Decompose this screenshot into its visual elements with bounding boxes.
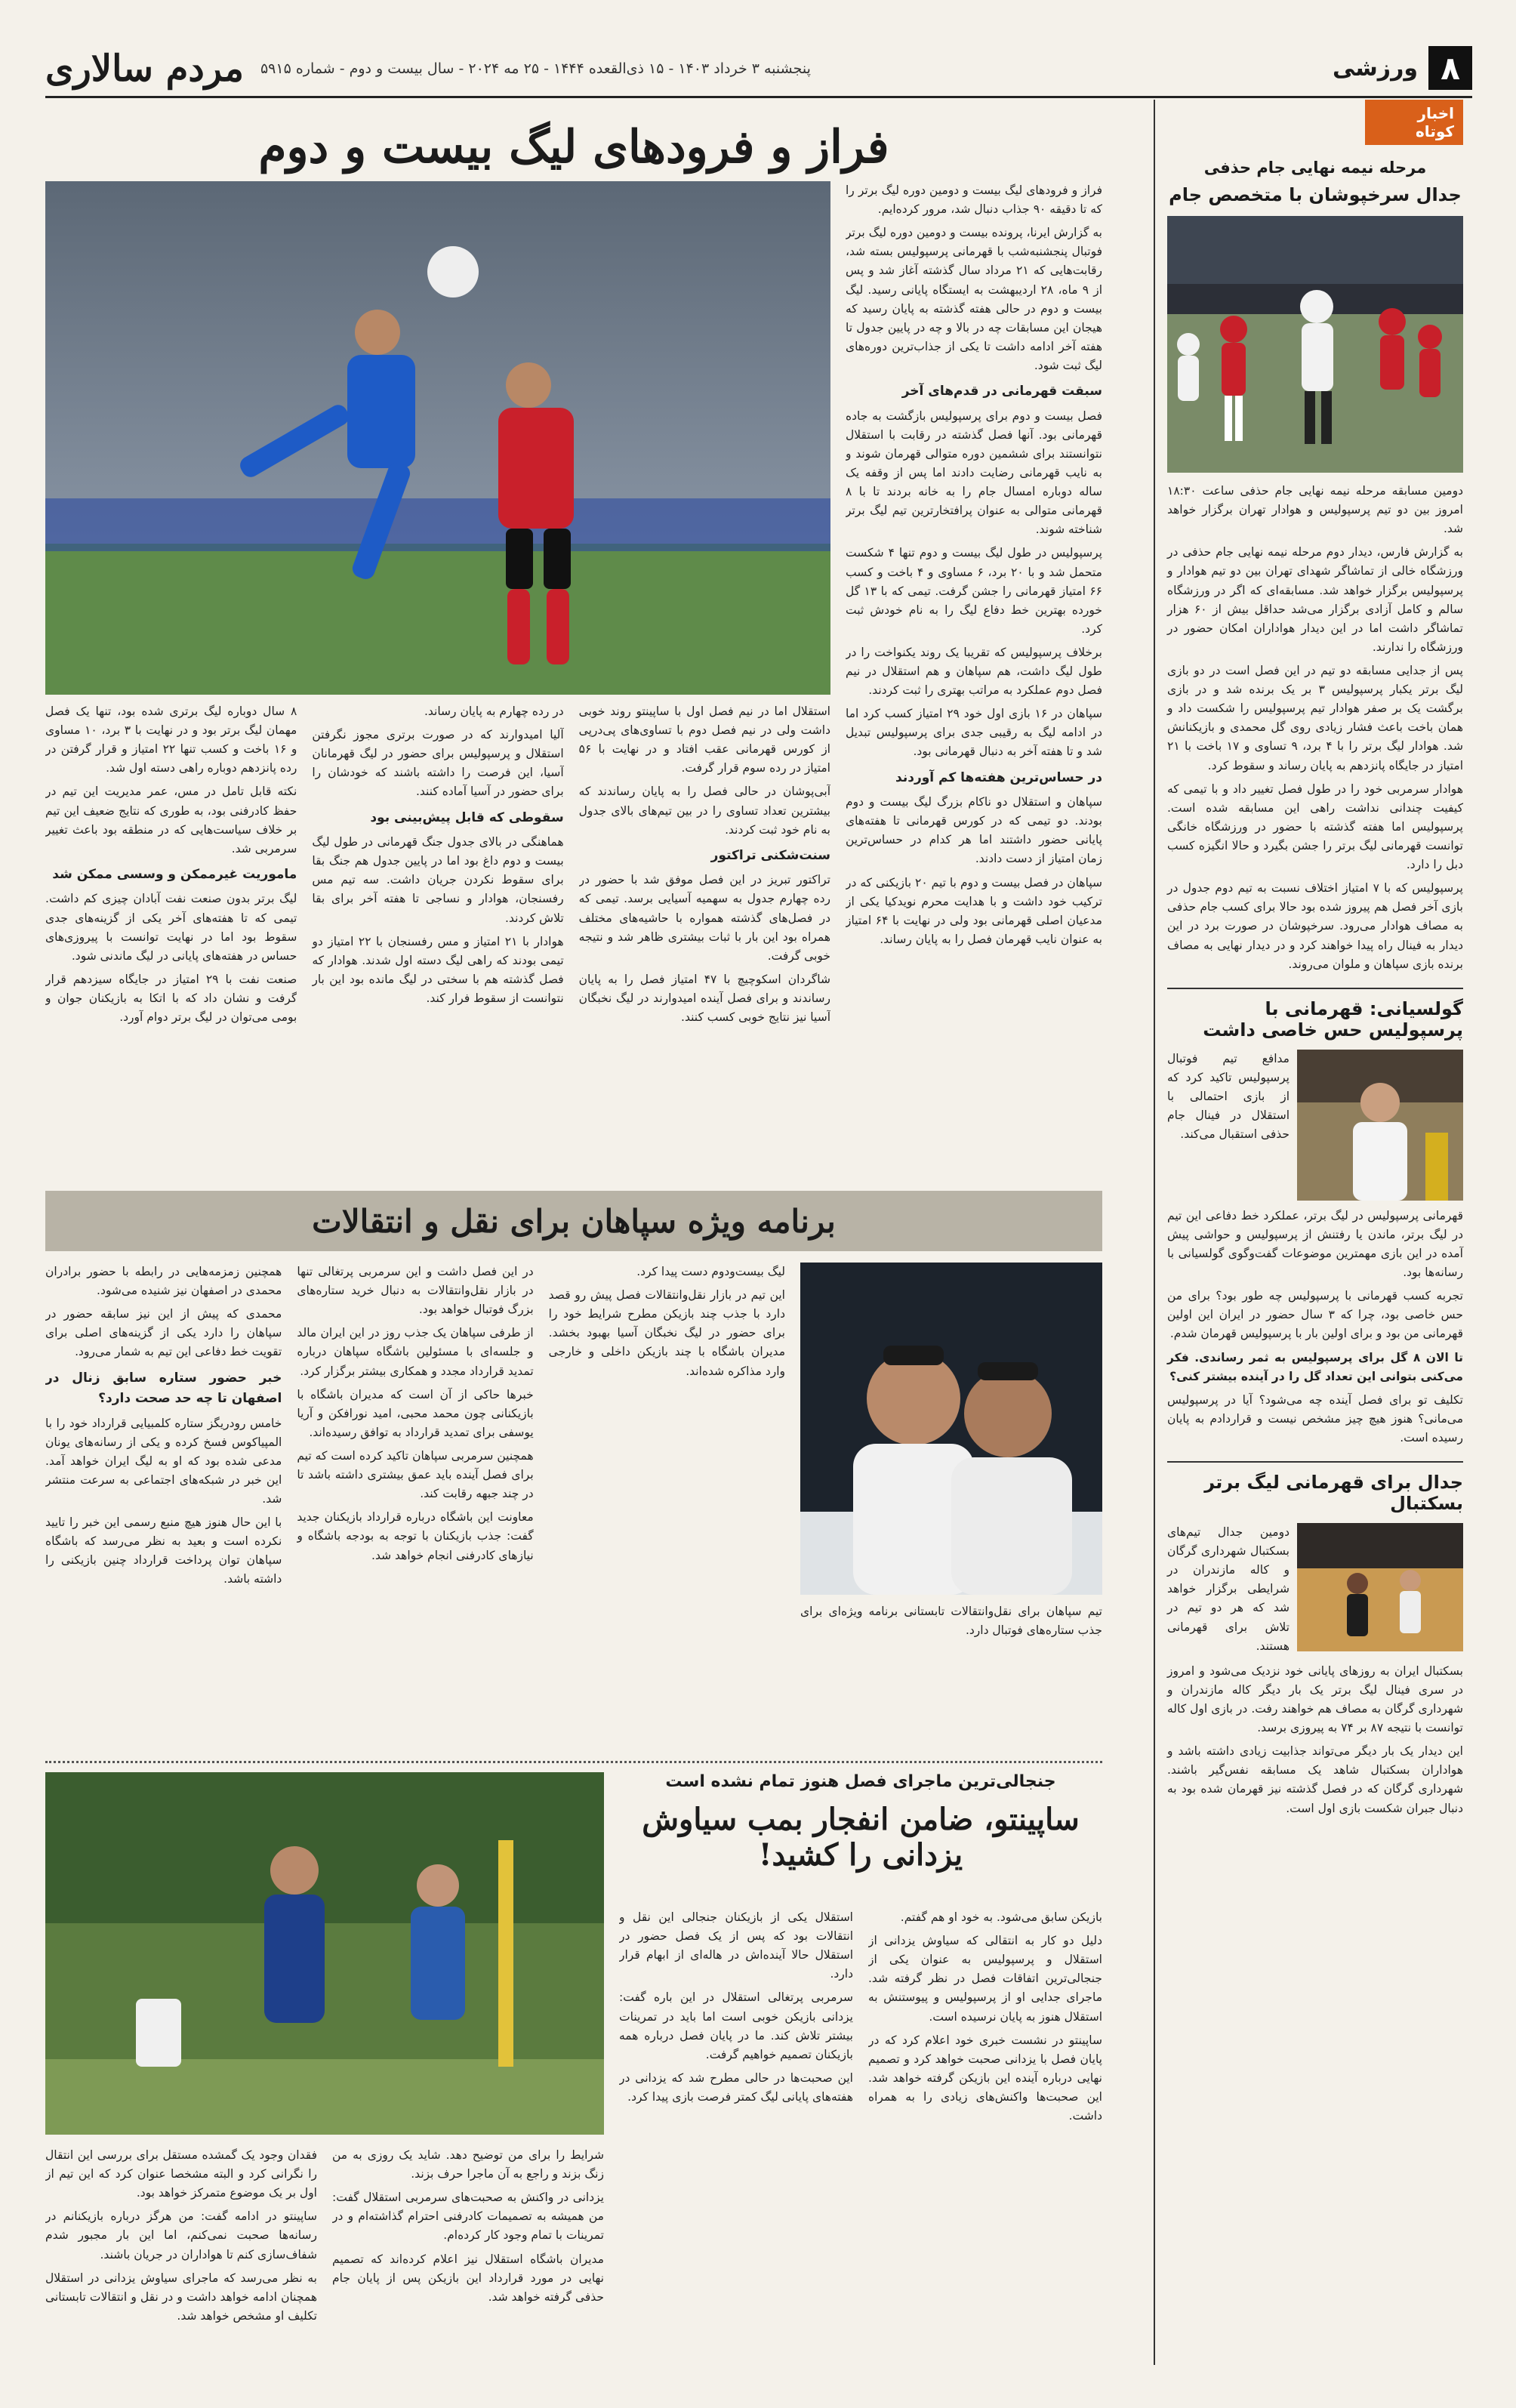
sidebar xyxy=(1154,100,1471,2365)
story-body xyxy=(1167,1662,1463,1818)
basketball-photo xyxy=(1297,1523,1463,1651)
article-column xyxy=(45,2146,317,2369)
paragraph: نکته قابل تامل در مس، عمر مدیریت این تیم در حفظ کادرفنی بود، به طوری که نتایج ضعیف این تیم بر خلاف سیاست‌هایی که در منطقه بود باعث تغییر سرمربی شد. xyxy=(45,785,297,856)
subhead: در حساس‌ترین هفته‌ها کم آوردند xyxy=(895,769,1102,785)
story-2-headline: برنامه ویژه سپاهان برای نقل و انتقالات xyxy=(312,1202,836,1240)
article-column xyxy=(332,2146,604,2369)
paragraph: هماهنگی در بالای جدول جنگ قهرمانی در طول لیگ بیست و دوم داغ بود اما در پایین جدول هم جنگ بقا برای سقوط نکردن جریان داشت. سه تیم مس رفسنجان، هوادار و نساجی تا هفته آخر برای بقا تلاش کردند. xyxy=(312,835,564,925)
paragraph: شرایط را برای من توضیح دهد. شاید یک روزی به من زنگ بزند و راجع به آن ماجرا حرف بزند. xyxy=(332,2148,604,2181)
paragraph: در این فصل داشت و این سرمربی پرتغالی تنها در بازار نقل‌وانتقالات به دنبال خرید ستاره‌های بزرگ فوتبال خواهد بود. xyxy=(297,1265,534,1317)
article-column xyxy=(297,1263,533,1746)
photo-caption: تیم سپاهان برای نقل‌وانتقالات تابستانی برنامه ویژه‌ای برای جذب ستاره‌های فوتبال دارد. xyxy=(800,1605,1102,1638)
paragraph: ۸ سال دوباره لیگ برتری شده بود، تنها یک فصل مهمان لیگ برتر بود و در نهایت با ۳ برد، ۱۰ مساوی و ۱۶ باخت و کسب تنها ۲۲ امتیاز و قرار گرفتن در رده پانزدهم دوباره راهی دسته اول شد. xyxy=(45,705,297,775)
paragraph: از طرفی سپاهان یک جذب روز در این ایران مالد و جلسه‌ای با مسئولین باشگاه سپاهان درباره تمدید قرارداد مجدد و همکاری بیشتر برگزار کرد. xyxy=(297,1326,534,1378)
paragraph: به گزارش فارس، دیدار دوم مرحله نیمه نهایی جام حذفی در ورزشگاه خالی از تماشاگر شهدای تهران بین دو تیم هوادار و پرسپولیس برگزار خواهد شد. مسابقه‌ای که اگر در ورزشگاه سالم و کامل آزادی برگزار می‌شد حداقل بیش از ۶۰ هزار تماشاگر داشت اما در این دیدار هواداران امکان حضور در ورزشگاه را ندارند. xyxy=(1167,545,1463,654)
subhead: خبر حضور ستاره سابق زنال در اصفهان تا چه حد صحت دارد؟ xyxy=(45,1370,282,1407)
article-columns xyxy=(619,1908,1102,2369)
subhead: سنت‌شکنی تراکتور xyxy=(710,847,830,863)
masthead-block xyxy=(45,48,811,96)
story-title: جدال سرخپوشان با متخصص جام xyxy=(1169,184,1462,205)
paragraph: آبی‌پوشان در حالی فصل را به پایان رساندند که بیشترین تعداد تساوی را در بین تیم‌های بالای جدول به نام خود ثبت کردند. xyxy=(578,785,830,837)
paragraph: استقلال اما در نیم فصل اول با ساپینتو روند خوبی داشت ولی در نیم فصل دوم با تساوی‌های پی‌درپی از کورس قهرمانی عقب افتاد و در نهایت با ۵۶ امتیاز در رده سوم قرار گرفت. xyxy=(578,705,830,775)
paragraph: تجربه کسب قهرمانی با پرسپولیس چه طور بود؟ برای من حس خاصی بود، چرا که ۳ سال حضور در ایران این اولین قهرمانی من بود و برای اولین بار با پرسپولیس قهرمان شدم. xyxy=(1167,1289,1463,1341)
paragraph: به گزارش ایرنا، پرونده بیست و دومین دوره لیگ برتر فوتبال پنجشنبه‌شب با قهرمانی پرسپولیس بسته شد، رقابت‌هایی که ۲۱ مرداد سال گذشته آغاز شد و پس از ۹ ماه، ۲۸ اردیبهشت به ایستگاه پایانی رسید. لیگ بیست و دوم در حالی هفته گذشته به پایان رسید که هیجان این مسابقات چه در بالا و چه در پایین جدول تا هفته آخر ادامه داشت تا یکی از جذاب‌ترین دوره‌های لیگ ثبت شود. xyxy=(846,226,1102,372)
paragraph: بسکتبال ایران به روزهای پایانی خود نزدیک می‌شود و امروز در سری فینال لیگ برتر یک بار دیگر کاله مازندران و شهرداری گرگان به مصاف هم خواهند رفت. در بازی اول کاله توانست با نتیجه ۸۷ بر ۷۴ به پیروزی برسد. xyxy=(1167,1663,1463,1735)
paragraph: معاونت این باشگاه درباره قرارداد بازیکنان جدید گفت: جذب بازیکنان با توجه به بودجه باشگاه و نیازهای کادرفنی انجام خواهد شد. xyxy=(297,1510,534,1562)
players-photo-illustration xyxy=(800,1263,1102,1595)
story-lead-row xyxy=(1167,1523,1463,1656)
section-header xyxy=(1333,46,1472,96)
paragraph: به نظر می‌رسد که ماجرای سیاوش یزدانی در استقلال همچنان ادامه خواهد داشت و در نقل و انتقالات تابستانی تکلیف او مشخص خواهد شد. xyxy=(45,2271,317,2323)
paragraph: خامس رودریگز ستاره کلمبیایی قرارداد خود را با المپیاکوس فسخ کرده و یکی از رسانه‌های یونان مدعی شده بود که او به لیگ ایران خواهد آمد. این خبر در شبکه‌های اجتماعی به سرعت منتشر شد. xyxy=(45,1416,282,1506)
story-2 xyxy=(45,1263,1102,1746)
paragraph: در رده چهارم به پایان رساند. xyxy=(424,705,564,718)
story-3 xyxy=(45,1772,1102,2369)
paragraph: هوادار با ۲۱ امتیاز و مس رفسنجان با ۲۲ امتیاز دو تیمی بودند که راهی لیگ دسته اول شدند. هوادار که فصل گذشته هم با سختی در لیگ مانده بود این بار نتوانست از سقوط فرار کند. xyxy=(312,934,564,1005)
news-brief-tag: اخبار کوتاه xyxy=(1365,100,1463,145)
paragraph: پرسپولیس که با ۷ امتیاز اختلاف نسبت به تیم دوم جدول در بازی آخر فصل هم پیروز شده بود حالا برای کسب جام حذفی به مصاف هوادار می‌رود. سرخپوشان در صورت برد در این دیدار به فینال راه پیدا خواهند کرد و در دیدار نهایی به مصاف برنده بازی سپاهان و ملوان می‌روند. xyxy=(1167,881,1463,971)
paragraph: محمدی که پیش از این نیز سابقه حضور در سپاهان را دارد یکی از گزینه‌های اصلی برای تقویت خط دفاعی این تیم به شمار می‌رود. xyxy=(45,1307,282,1359)
paragraph: یزدانی در واکنش به صحبت‌های سرمربی استقلال گفت: من همیشه به تصمیمات کادرفنی احترام گذاشته‌ام و در تمرینات با تمام وجود کار کرده‌ام. xyxy=(332,2191,604,2243)
player-photo xyxy=(1297,1050,1463,1201)
article-column xyxy=(312,702,563,1186)
paragraph: این تیم در بازار نقل‌وانتقالات فصل پیش رو قصد دارد با جذب چند بازیکن مطرح شرایط خود را برای حضور در لیگ نخبگان آسیا بهبود بخشد. مدیران باشگاه با چند بازیکن داخلی و خارجی وارد مذاکره شده‌اند. xyxy=(548,1288,785,1378)
subhead: سقوطی که قابل پیش‌بینی بود xyxy=(370,809,564,825)
story-title: جدال برای قهرمانی لیگ برتر بسکتبال xyxy=(1167,1461,1463,1514)
derby-photo xyxy=(45,181,830,695)
story-lead: مدافع تیم فوتبال پرسپولیس تاکید کرد که از بازی احتمالی با استقلال در فینال جام حذفی استقبال می‌کند. xyxy=(1167,1051,1290,1142)
story-body xyxy=(1167,1207,1463,1448)
paragraph: لیگ بیست‌ودوم دست پیدا کرد. xyxy=(636,1265,785,1278)
paragraph: همچنین زمزمه‌هایی در رابطه با حضور برادران محمدی در اصفهان نیز شنیده می‌شود. xyxy=(45,1265,282,1298)
article-column xyxy=(45,702,297,1186)
story-3-heading xyxy=(619,1772,1102,1873)
story-lead: دومین جدال تیم‌های بسکتبال شهرداری گرگان و کاله مازندران در شرایطی برگزار خواهد شد که هر دو تیم در تلاش برای قهرمانی هستند. xyxy=(1167,1525,1290,1653)
paragraph: ساپینتو در نشست خبری خود اعلام کرد که در پایان فصل با یزدانی صحبت خواهد کرد و تصمیم نهایی درباره آینده این بازیکن گرفته خواهد شد. این صحبت‌ها واکنش‌های زیادی را به همراه داشت. xyxy=(868,2033,1102,2123)
paragraph: فقدان وجود یک گمشده مستقل برای بررسی این انتقال را نگرانی کرد و البته مشخصا عنوان کرد که این تیم از اول بر یک موضوع متمرکز خواهد بود. xyxy=(45,2148,317,2200)
paragraph: مدیران باشگاه استقلال نیز اعلام کرده‌اند که تصمیم نهایی در مورد قرارداد این بازیکن پس از پایان جام حذفی گرفته خواهد شد. xyxy=(332,2252,604,2304)
story-3-headline: ساپینتو، ضامن انفجار بمب سیاوش یزدانی را کشید! xyxy=(642,1802,1080,1873)
subhead: ماموریت غیرممکن و وسسی ممکن شد xyxy=(52,866,297,882)
article-column xyxy=(619,1908,853,2369)
coach-photo-illustration xyxy=(45,1772,604,2135)
paragraph: تراکتور تبریز در این فصل موفق شد با حضور در رده چهارم جدول به سهمیه آسیایی برسد. تیمی که در فصل‌های گذشته همواره با حاشیه‌های مختلف همراه بود این بار با ثبات بیشتری ظاهر شد و نتیجه خوبی گرفت. xyxy=(578,873,830,963)
article-columns xyxy=(45,702,830,1186)
paragraph: بازیکن سابق می‌شود. به خود او هم گفتم. xyxy=(900,1910,1102,1924)
article-columns xyxy=(45,2146,604,2369)
football-match-photo xyxy=(1167,216,1463,473)
article-column xyxy=(45,1263,282,1746)
paragraph: هوادار سرمربی خود را در طول فصل تغییر داد و با تیمی که کیفیت چندانی نداشت راهی این مسابقه شده است. پرسپولیس اما هفته گذشته با حضور در ورزشگاه خانگی توانست قهرمانی لیگ برتر را جشن بگیرد و حالا انگیزه کسب دبل را دارد. xyxy=(1167,782,1463,872)
player-photo-illustration xyxy=(1297,1050,1463,1201)
question: تا الان ۸ گل برای پرسپولیس به ثمر رساندی. فکر می‌کنی بتوانی این تعداد گل را در آینده بیشتر کنی؟ xyxy=(1167,1350,1463,1383)
subhead: سبقت قهرمانی در قدم‌های آخر xyxy=(901,384,1102,399)
page-header xyxy=(45,38,1472,98)
story-3-kicker: جنجالی‌ترین ماجرای فصل هنوز تمام نشده است xyxy=(665,1772,1056,1791)
main-headline: فراز و فرودهای لیگ بیست و دوم xyxy=(258,121,889,174)
story-1 xyxy=(45,181,1102,1186)
paragraph: سپاهان و استقلال دو ناکام بزرگ لیگ بیست و دوم بودند. دو تیمی که در کورس قهرمانی تا هفته‌های پایانی حضور داشتند اما هر کدام در حساس‌ترین زمان امتیاز از دست دادند. xyxy=(846,795,1102,866)
paragraph: لیگ برتر بدون صنعت نفت آبادان چیزی کم داشت. تیمی که تا هفته‌های آخر یکی از گزینه‌های جدی سقوط بود اما در نهایت توانست با پیروزی‌های حساس در هفته‌های پایانی در لیگ ماندنی شود. xyxy=(45,892,297,963)
paragraph: این صحبت‌ها در حالی مطرح شد که یزدانی در هفته‌های پایانی لیگ کمتر فرصت بازی پیدا کرد. xyxy=(619,2070,853,2104)
story-kicker: مرحله نیمه نهایی جام حذفی xyxy=(1203,159,1427,177)
paragraph: خبرها حاکی از آن است که مدیران باشگاه با بازیکنانی چون محمد محبی، امید نورافکن و آریا یوسفی برای تمدید قرارداد به توافق رسیده‌اند. xyxy=(297,1387,534,1439)
paragraph: فراز و فرودهای لیگ بیست و دومین دوره لیگ برتر را که تا دقیقه ۹۰ جذاب دنبال شد، مرور کرده‌ایم. xyxy=(846,183,1102,217)
issue-line: پنجشنبه ۳ خرداد ۱۴۰۳ - ۱۵ ذی‌القعده ۱۴۴۴ - ۲۵ مه ۲۰۲۴ - سال بیست و دوم - شماره ۵۹۱۵ xyxy=(260,60,811,77)
derby-photo-illustration xyxy=(45,181,830,695)
photo-block xyxy=(800,1263,1102,1746)
paragraph: قهرمانی پرسپولیس در لیگ برتر، عملکرد خط دفاعی این تیم در لیگ برتر، ماندن یا رفتنش از پرسپولیس و حواشی پیش آمده در این بازی مهمترین موضوعات گفت‌وگوی گولسیانی با رسانه‌ها بود. xyxy=(1167,1208,1463,1280)
players-photo xyxy=(800,1263,1102,1595)
section-name: ورزشی xyxy=(1332,54,1418,82)
coach-training-photo xyxy=(45,1772,604,2135)
article-column xyxy=(846,181,1102,1186)
article-column xyxy=(868,1908,1102,2369)
article-columns xyxy=(45,1263,785,1746)
paragraph: تکلیف تو برای فصل آینده چه می‌شود؟ آیا در پرسپولیس می‌مانی؟ هنوز هیچ چیز مشخص نیست و قراردادم به پایان رسیده است. xyxy=(1167,1392,1463,1444)
paragraph: شاگردان اسکوچیچ با ۴۷ امتیاز فصل را به پایان رساندند و برای فصل آینده امیدوارند در لیگ نخبگان آسیا نیز نتایج خوبی کسب کنند. xyxy=(578,972,830,1025)
paragraph: آلیا امیدوارند که در صورت برتری مجوز نگرفتن استقلال و پرسپولیس برای حضور در لیگ قهرمانان آسیا، این فرصت را داشته باشند که خودشان را برای حضور در آسیا آماده کنند. xyxy=(312,728,564,799)
paragraph: همچنین سرمربی سپاهان تاکید کرده است که تیم برای فصل آینده باید عمق بیشتری داشته باشد تا در چند جبهه رقابت کند. xyxy=(297,1448,534,1501)
paragraph: فصل بیست و دوم برای پرسپولیس بازگشت به جاده قهرمانی بود. آنها فصل گذشته در رقابت با استقلال نتوانستند برای ششمین دوره متوالی قهرمان شوند و به نایب قهرمانی رضایت دادند اما پس از وقفه یک ساله دوباره امسال جام را به خانه بردند تا با ۸ قهرمانی متوالی به عنوان پرافتخارترین تیم لیگ برتر شناخته شوند. xyxy=(846,409,1102,537)
paragraph: سرمربی پرتغالی استقلال در این باره گفت: یزدانی بازیکن خوبی است اما باید در تمرینات بیشتر تلاش کند. ما در پایان فصل درباره همه بازیکنان تصمیم خواهیم گرفت. xyxy=(619,1990,853,2061)
paragraph: صنعت نفت با ۲۹ امتیاز در جایگاه سیزدهم قرار گرفت و نشان داد که با اتکا به بازیکنان جوان و بومی می‌توان در لیگ برتر دوام آورد. xyxy=(45,972,297,1025)
paragraph: سپاهان در فصل بیست و دوم با تیم ۲۰ بازیکنی که در ترکیب خود داشت و با هدایت محرم نویدکیا یکی از مدعیان اصلی قهرمانی بود ولی در نهایت با ۶۴ امتیاز به عنوان نایب قهرمان فصل را به پایان رساند. xyxy=(846,875,1102,946)
story-body xyxy=(1167,482,1463,974)
match-photo-illustration xyxy=(1167,216,1463,473)
paragraph: استقلال یکی از بازیکنان جنجالی این نقل و انتقالات بود که پس از یک فصل حضور در استقلال حالا آینده‌اش در هاله‌ای از ابهام قرار دارد. xyxy=(619,1910,853,1981)
story-2-headline-band xyxy=(45,1191,1102,1251)
article-column xyxy=(549,1263,785,1746)
paragraph: با این حال هنوز هیچ منبع رسمی این خبر را تایید نکرده است و بعید به نظر می‌رسد که باشگاه سپاهان توان پرداخت قرارداد چنین بازیکنی را داشته باشد. xyxy=(45,1515,282,1586)
masthead: مردم سالاری xyxy=(45,48,244,90)
paragraph: سپاهان در ۱۶ بازی اول خود ۲۹ امتیاز کسب کرد اما در ادامه لیگ به رقیبی جدی برای پرسپولیس تبدیل شد و تا هفته آخر به دنبال قهرمانی بود. xyxy=(846,707,1102,759)
main-area xyxy=(45,100,1102,2365)
paragraph: برخلاف پرسپولیس که تقریبا یک روند یکنواخت را در طول لیگ داشت، هم سپاهان و هم استقلال در نیم فصل دوم عملکرد به مراتب بهتری را ثبت کردند. xyxy=(846,645,1102,698)
story-lead-row xyxy=(1167,1050,1463,1201)
paragraph: دومین مسابقه مرحله نیمه نهایی جام حذفی ساعت ۱۸:۳۰ امروز بین دو تیم پرسپولیس و هوادار تهران برگزار خواهد شد. xyxy=(1167,484,1463,536)
page-number: ۸ xyxy=(1428,46,1472,90)
basketball-photo-illustration xyxy=(1297,1523,1463,1651)
paragraph: پرسپولیس در طول لیگ بیست و دوم تنها ۴ شکست متحمل شد و با ۲۰ برد، ۶ مساوی و ۴ باخت و کسب ۶۶ امتیاز قهرمانی را جشن گرفت. تیمی که با ۱۳ گل خورده بهترین خط دفاع لیگ را به نام خودش ثبت کرد. xyxy=(846,546,1102,636)
section-divider xyxy=(45,1761,1102,1763)
story-title: گولسیانی: قهرمانی با پرسپولیس حس خاصی داشت xyxy=(1167,988,1463,1041)
paragraph: این دیدار یک بار دیگر می‌تواند جذابیت زیادی داشته باشد و هواداران بسکتبال شاهد یک مسابقه نفس‌گیر باشند. شهرداری گرگان که در فصل گذشته نیز قهرمان شده بود به دنبال جبران شکست بازی اول است. xyxy=(1167,1744,1463,1815)
article-column xyxy=(579,702,830,1186)
paragraph: پس از جدایی مسابقه دو تیم در این فصل است در دو بازی لیگ برتر یکبار پرسپولیس ۳ بر یک برنده شد و در بازی برگشت یک بر صفر هوادار تیم پرسپولیس را شکست داد و همان باخت باعث فشار زیادی روی گل محمدی و بازیکنانش شد. هوادار لیگ برتر را با ۴ برد، ۹ تساوی و ۱۷ باخت با ۲۱ امتیاز در جایگاه پانزدهم به پایان رساند و سقوط کرد. xyxy=(1167,663,1463,772)
paragraph: دلیل دو کار به انتقالی که سیاوش یزدانی از استقلال و پرسپولیس به عنوان یکی از جنجالی‌ترین اتفاقات فصل در نظر گرفته شد. ماجرای جدایی او از پرسپولیس و پیوستنش به استقلال هنوز به پایان نرسیده است. xyxy=(868,1934,1102,2024)
paragraph: ساپینتو در ادامه گفت: من هرگز درباره بازیکنانم در رسانه‌ها صحبت نمی‌کنم، اما این بار مجبور شدم شفاف‌سازی کنم تا هواداران در جریان باشند. xyxy=(45,2209,317,2262)
